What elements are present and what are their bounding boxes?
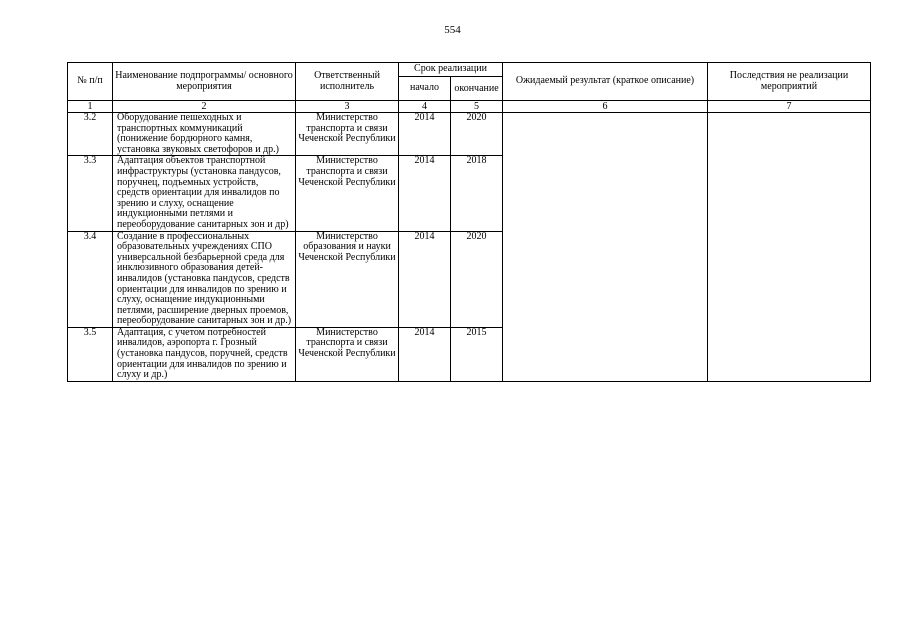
table-row — [68, 113, 871, 156]
column-number: 6 — [503, 101, 708, 113]
column-number: 5 — [451, 101, 503, 113]
header-num: № п/п — [68, 63, 113, 101]
activity-name: Адаптация объектов транспортной инфраструктуры (установка пандусов, поручнец, подъемных устройств, средств ориентации для инвалидов по зрению и слуху, оснащение индукционными петлями и переоборудование санитарных зон и др) — [113, 156, 296, 231]
executor: Министерство транспорта и связи Чеченской Республики — [296, 156, 399, 231]
end-year: 2020 — [451, 113, 503, 156]
end-year: 2018 — [451, 156, 503, 231]
end-year: 2015 — [451, 327, 503, 381]
expected-result-cell — [503, 113, 708, 382]
header-result: Ожидаемый результат (краткое описание) — [503, 63, 708, 101]
start-year: 2014 — [399, 231, 451, 327]
column-number: 3 — [296, 101, 399, 113]
start-year: 2014 — [399, 113, 451, 156]
header-name: Наименование подпрограммы/ основного мероприятия — [113, 63, 296, 101]
column-number: 7 — [708, 101, 871, 113]
header-end: окончание — [451, 77, 503, 101]
column-number: 2 — [113, 101, 296, 113]
activity-name: Оборудование пешеходных и транспортных коммуникаций (понижение бордюрного камня, установка звуковых светофоров и др.) — [113, 113, 296, 156]
activity-name: Создание в профессиональных образовательных учреждениях СПО универсальной безбарьерной среда для инклюзивного образования детей-инвалидов (установка пандусов, средств ориентации для инвалидов по зрению и слуху, оснащение индукционными петлями, расширение дверных проемов, переоборудование санитарных зон и др.) — [113, 231, 296, 327]
row-number: 3.3 — [68, 156, 113, 231]
row-number: 3.5 — [68, 327, 113, 381]
header-start: начало — [399, 77, 451, 101]
row-number: 3.2 — [68, 113, 113, 156]
header-period: Срок реализации — [399, 63, 503, 77]
page-number: 554 — [444, 24, 461, 36]
end-year: 2020 — [451, 231, 503, 327]
executor: Министерство транспорта и связи Чеченской Республики — [296, 327, 399, 381]
header-consequences: Последствия не реализации мероприятий — [708, 63, 871, 101]
column-number: 4 — [399, 101, 451, 113]
row-number: 3.4 — [68, 231, 113, 327]
start-year: 2014 — [399, 327, 451, 381]
activity-name: Адаптация, с учетом потребностей инвалидов, аэропорта г. Грозный (установка пандусов, поручней, средств ориентации для инвалидов по зрению и слуху и др.) — [113, 327, 296, 381]
executor: Министерство транспорта и связи Чеченской Республики — [296, 113, 399, 156]
header-executor: Ответственный исполнитель — [296, 63, 399, 101]
consequences-cell — [708, 113, 871, 382]
column-number: 1 — [68, 101, 113, 113]
program-table — [67, 62, 871, 382]
executor: Министерство образования и науки Чеченской Республики — [296, 231, 399, 327]
start-year: 2014 — [399, 156, 451, 231]
